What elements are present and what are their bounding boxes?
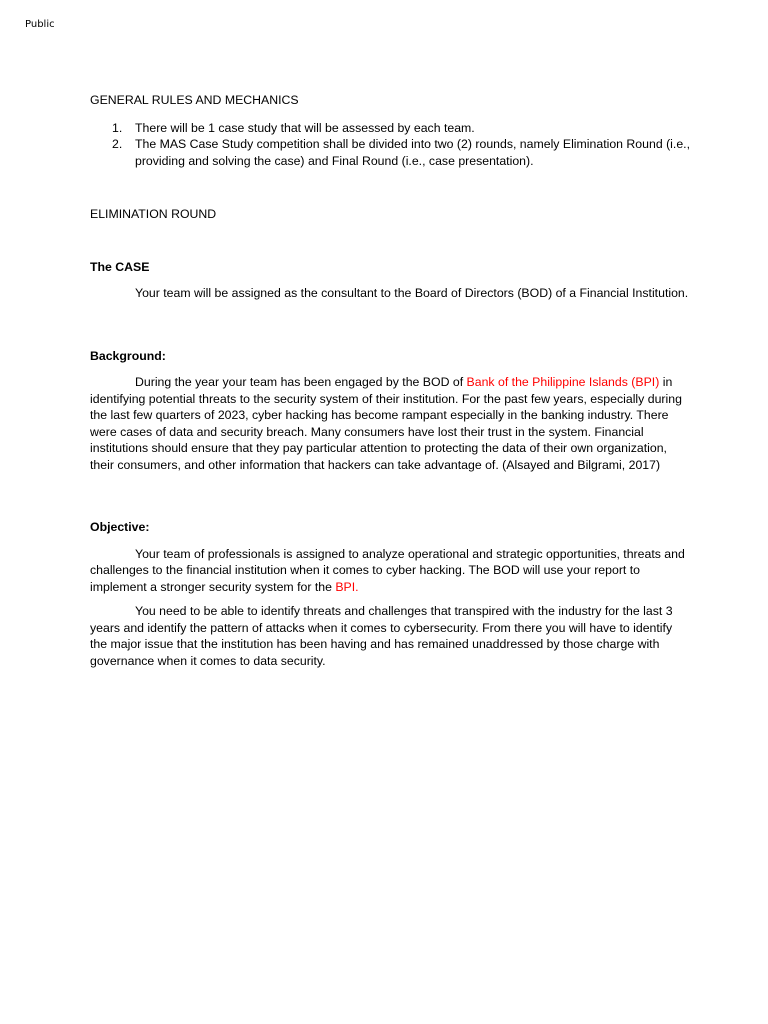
background-text-end: in identifying potential threats to the security system of their institution. For the past few years, especially during the last few quarters of 2023, cyber hacking has become rampant especially in the banking industry. There were cases of data and security breach. Many consumers have lost their trust in the system. Financial institutions should ensure that they pay particular attention to protecting the data of their own organization, their consumers, and other information that hackers can take advantage of. (Alsayed and Bilgrami, 2017): [90, 375, 682, 472]
objective-paragraph-1: [90, 546, 690, 596]
list-item-number: 2.: [112, 137, 123, 151]
bpi-highlight: BPI.: [335, 579, 359, 594]
objective-heading: Objective:: [90, 520, 150, 534]
list-item: [90, 136, 690, 169]
rules-list: [90, 120, 690, 170]
general-rules-heading: GENERAL RULES AND MECHANICS: [90, 93, 299, 107]
list-item-number: 1.: [112, 120, 123, 135]
elimination-round-heading: ELIMINATION ROUND: [90, 207, 217, 221]
objective-text-start: Your team of professionals is assigned to analyze operational and strategic opportunities, threats and challenges to the financial institution when it comes to cyber hacking. The BOD will use your report to implement a stronger security system for the: [90, 546, 685, 594]
case-paragraph: Your team will be assigned as the consultant to the Board of Directors (BOD) of a Financial Institution.: [135, 286, 689, 300]
objective-paragraph-2: You need to be able to identify threats and challenges that transpired with the industry for the last 3 years and identify the pattern of attacks when it comes to cybersecurity. From there you will have to identify the major issue that the institution has been having and has remained unaddressed by those charge with governance when it comes to data security.: [90, 604, 673, 668]
case-heading: The CASE: [90, 259, 150, 274]
bank-name-highlight: Bank of the Philippine Islands (BPI): [466, 375, 660, 389]
list-item-text: The MAS Case Study competition shall be divided into two (2) rounds, namely Elimination Round (i.e., providing and solving the case) and Final Round (i.e., case presentation).: [135, 137, 690, 168]
background-heading: Background:: [90, 348, 166, 363]
list-item: [90, 120, 690, 137]
background-paragraph: [90, 374, 690, 473]
classification-label: Public: [25, 19, 55, 30]
list-item-text: There will be 1 case study that will be assessed by each team.: [135, 120, 475, 135]
background-text-start: During the year your team has been engaged by the BOD of: [135, 375, 467, 389]
document-body: [90, 92, 690, 669]
